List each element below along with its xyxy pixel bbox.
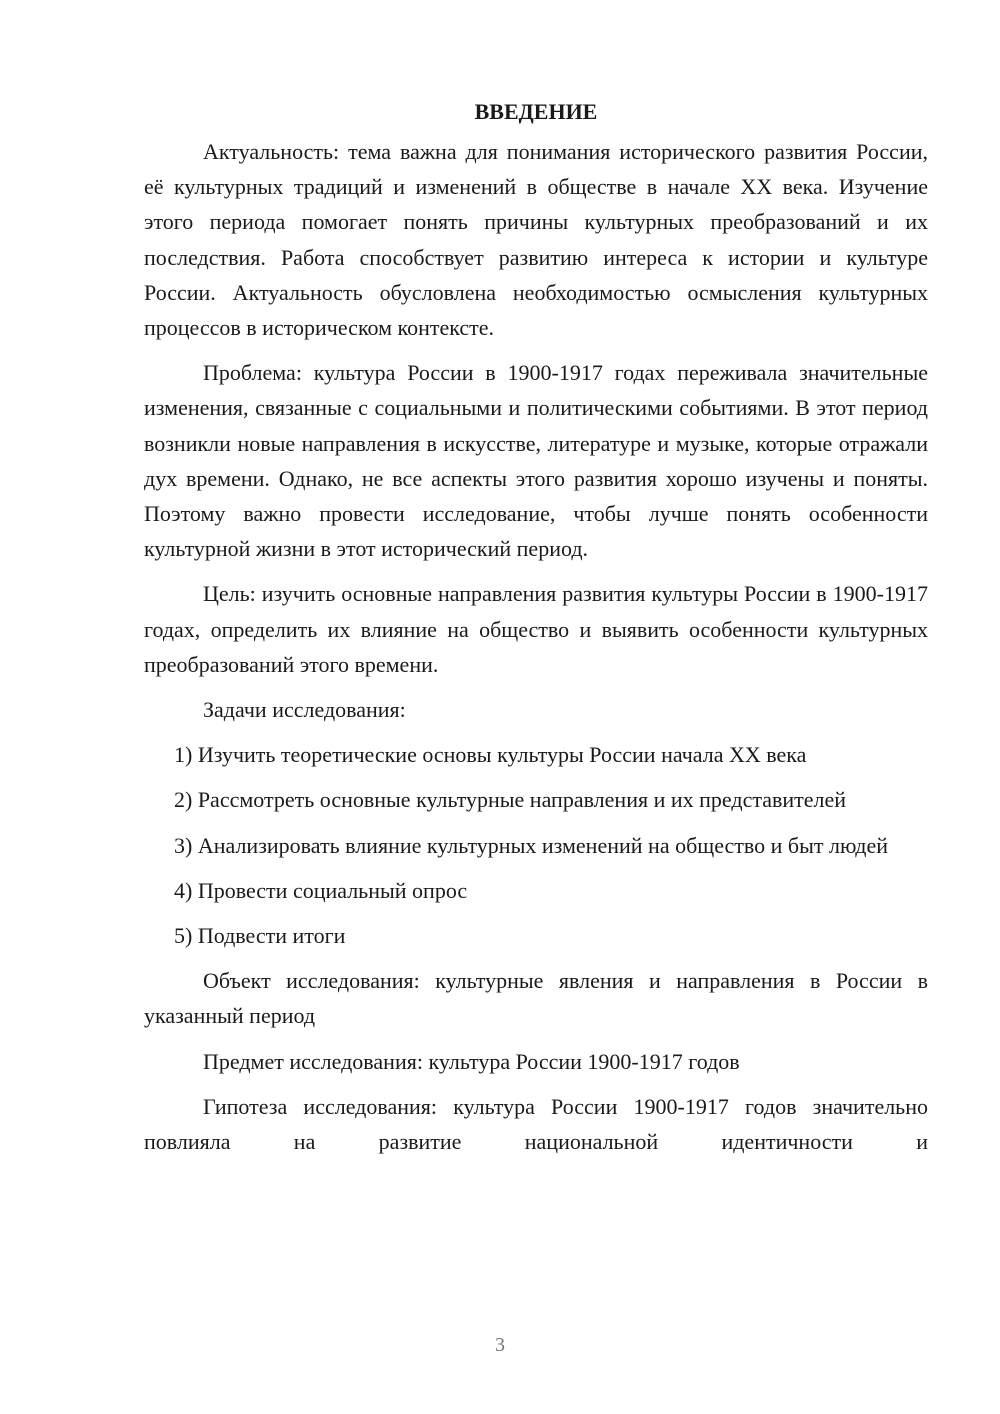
paragraph-hypothesis: Гипотеза исследования: культура России 1900-1917 годов значительно повлияла на развитие национальной идентичности и [144,1093,928,1155]
page-number: 3 [495,1334,505,1356]
paragraph-goal: Цель: изучить основные направления развития культуры России в 1900-1917 годах, определить их влияние на общество и выявить особенности культурных преобразований этого времени. [144,581,928,677]
paragraph-relevance: Актуальность: тема важна для понимания исторического развития России, её культурных традиций и изменений в обществе в начале XX века. Изучение этого периода помогает понять причины культурных преобразований и их последствия. Работа способствует развитию интереса к истории и культуре России. Актуальность обусловлена необходимостью осмысления культурных процессов в историческом контексте. [144,139,928,341]
paragraph-problem: Проблема: культура России в 1900-1917 годах переживала значительные изменения, связанные с социальными и политическими событиями. В этот период возникли новые направления в искусстве, литературе и музыке, которые отражали дух времени. Однако, не все аспекты этого развития хорошо изучены и поняты. Поэтому важно провести исследование, чтобы лучше понять особенности культурной жизни в этот исторический период. [144,360,928,562]
task-item-5: 5) Подвести итоги [174,923,346,949]
task-item-4: 4) Провести социальный опрос [174,877,468,903]
page-title: ВВЕДЕНИЕ [474,99,598,124]
paragraph-subject: Предмет исследования: культура России 1900-1917 годов [203,1048,740,1074]
paragraph-object: Объект исследования: культурные явления и направления в России в указанный период [144,968,928,1029]
task-item-2: 2) Рассмотреть основные культурные направления и их представителей [174,787,847,813]
task-item-3: 3) Анализировать влияние культурных изменений на общество и быт людей [174,832,889,858]
task-item-1: 1) Изучить теоретические основы культуры России начала XX века [174,742,807,768]
document-page [144,96,928,1159]
tasks-heading: Задачи исследования: [203,697,406,723]
